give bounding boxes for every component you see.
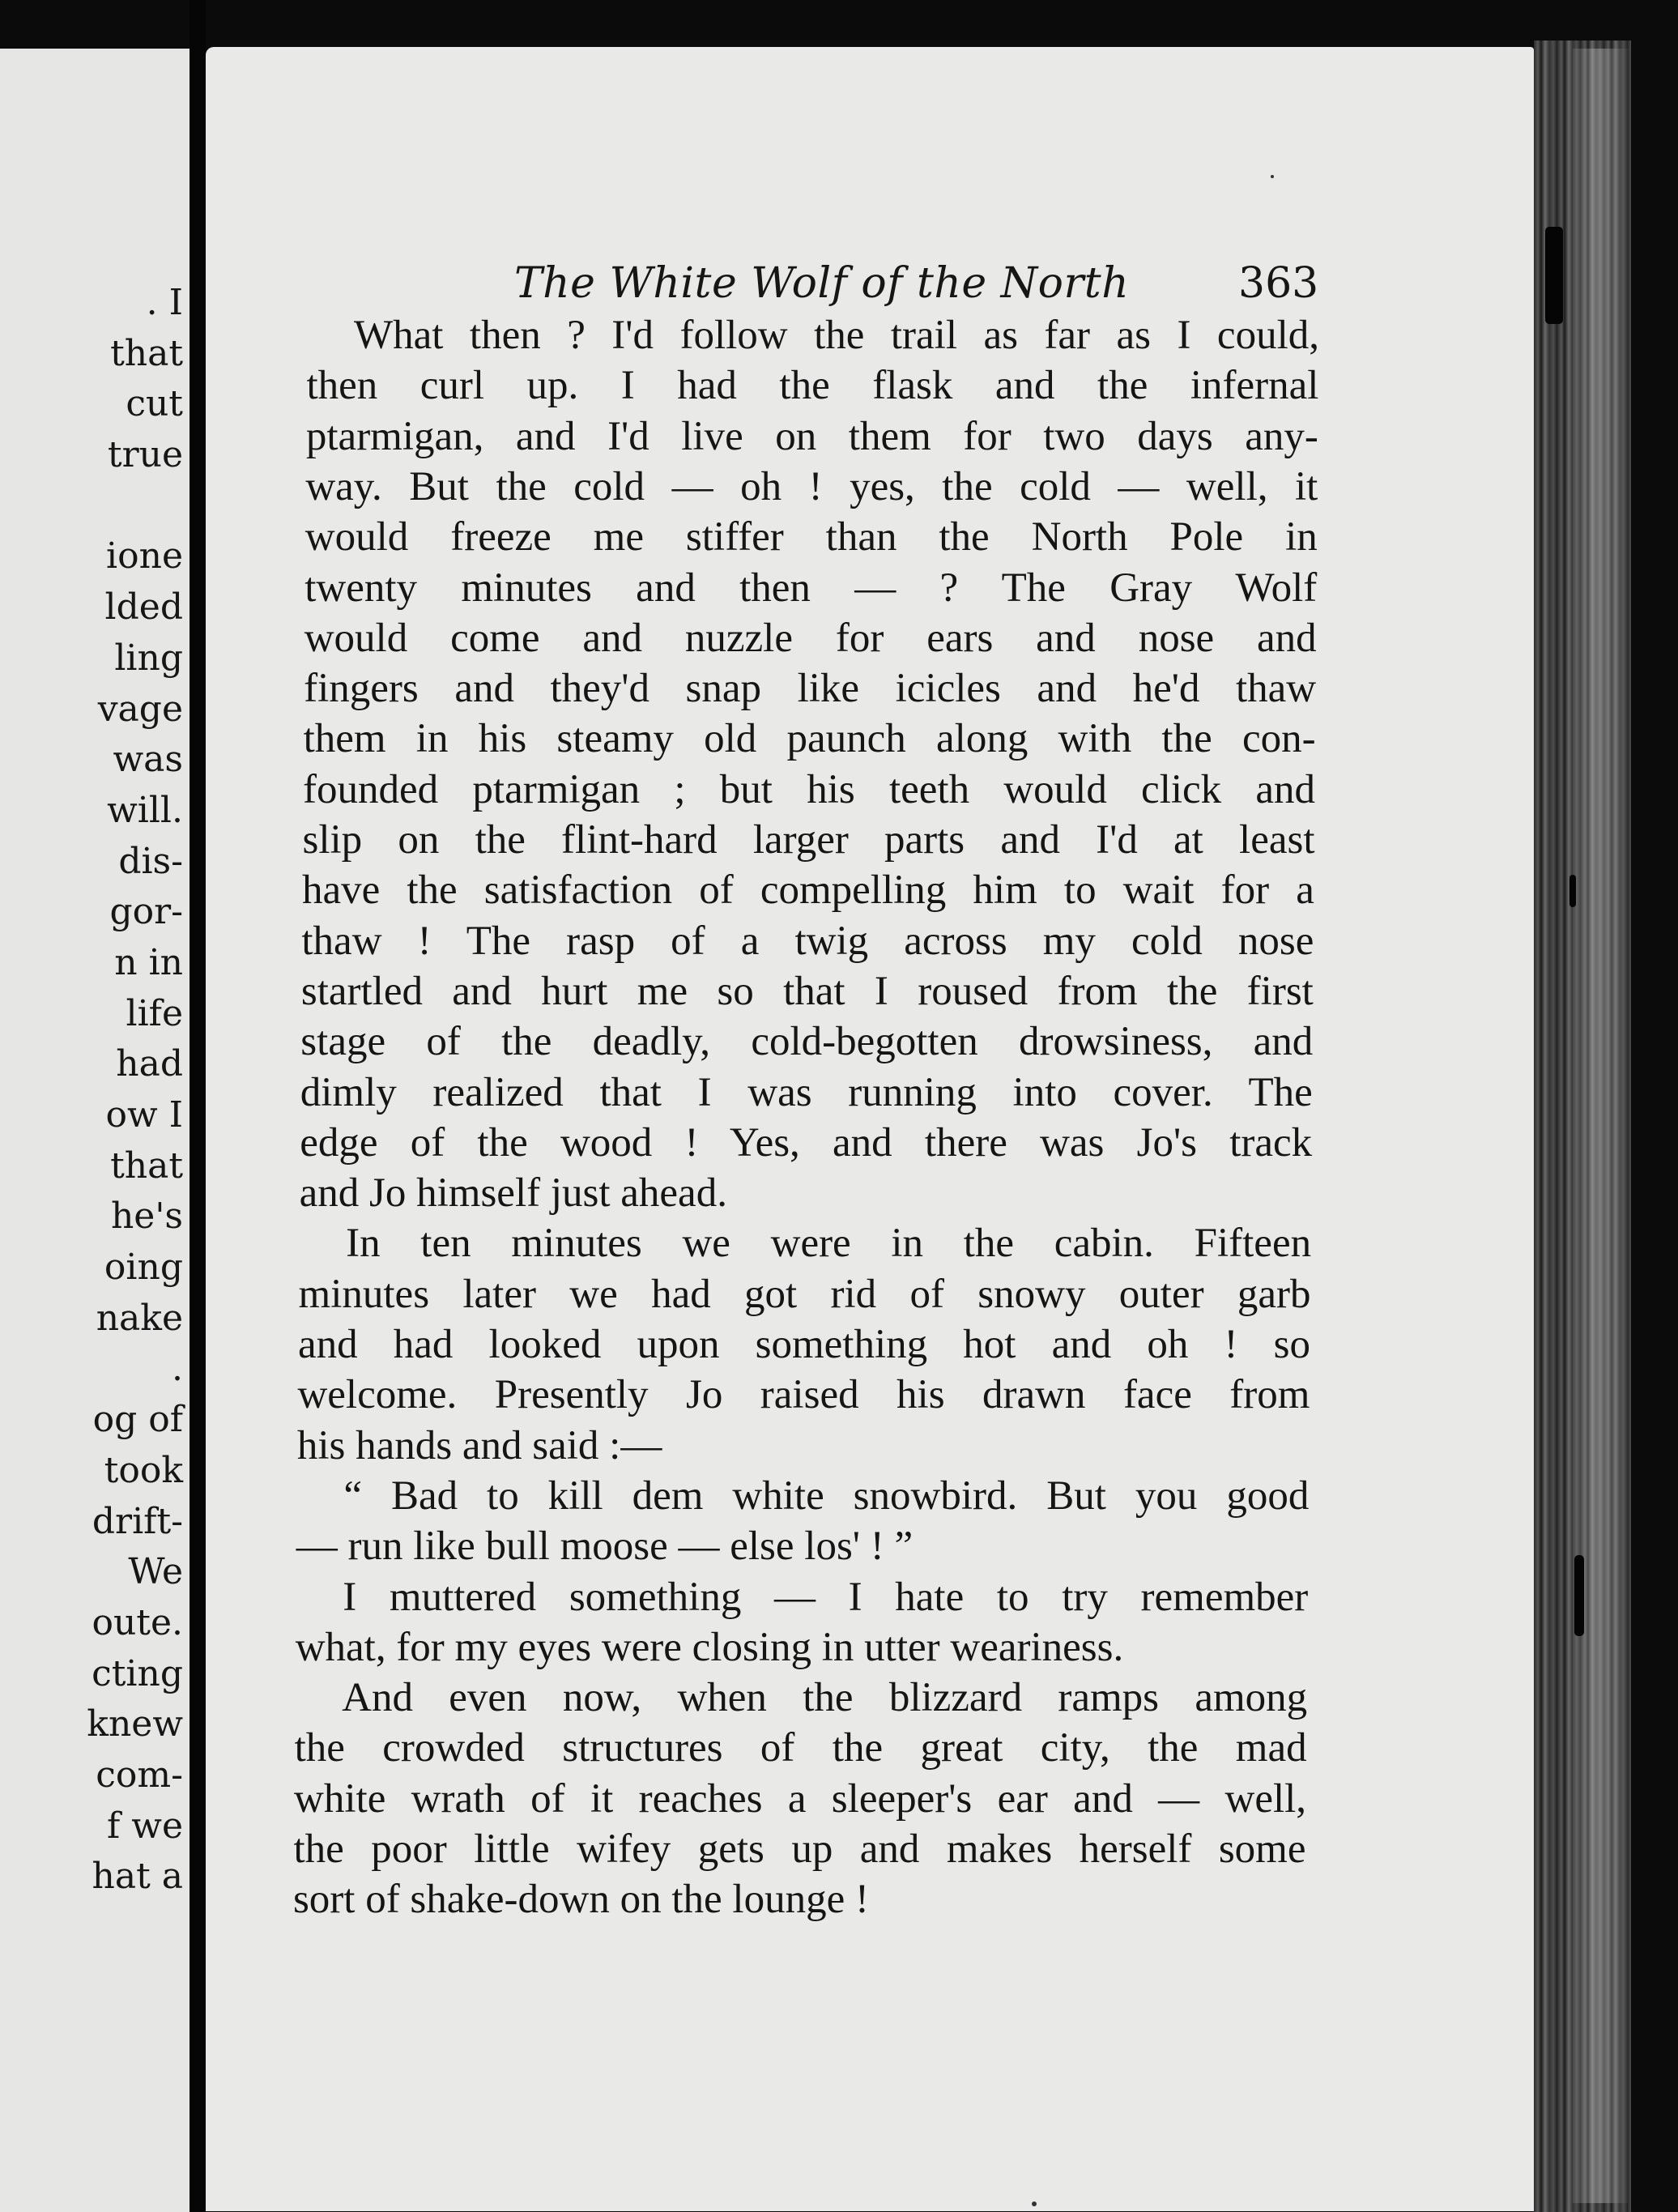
text-line: dimly realized that I was running into cover. The <box>300 1069 1313 1115</box>
book-gutter <box>190 0 206 2212</box>
previous-page-line-fragment: that <box>110 1144 183 1187</box>
text-line: white wrath of it reaches a sleeper's ear and — well, <box>294 1775 1307 1822</box>
text-line: ptarmigan, and I'd live on them for two days any- <box>305 413 1318 459</box>
previous-page-line-fragment: was <box>113 739 183 781</box>
previous-page-line-fragment: . I <box>146 282 183 323</box>
book-page <box>206 47 1534 2211</box>
edge-stain <box>1545 227 1563 324</box>
text-line: his hands and said :— <box>296 1422 662 1468</box>
previous-page-line-fragment: true <box>107 434 183 476</box>
text-line: would come and nuzzle for ears and nose and <box>304 615 1317 661</box>
text-line: In ten minutes we were in the cabin. Fifteen <box>346 1221 1312 1267</box>
previous-page-line-fragment: knew <box>87 1703 183 1745</box>
dust-speck <box>1271 175 1274 178</box>
previous-page-line-fragment: oing <box>104 1247 183 1289</box>
text-line: welcome. Presently Jo raised his drawn face from <box>297 1372 1310 1418</box>
text-line: way. But the cold — oh ! yes, the cold — well, it <box>305 463 1318 509</box>
text-line: minutes later we had got rid of snowy outer garb <box>298 1271 1311 1317</box>
previous-page-line-fragment: ione <box>106 535 183 578</box>
text-line: would freeze me stiffer than the North Pole in <box>305 514 1318 560</box>
previous-page-line-fragment: life <box>126 992 183 1034</box>
page-stack-highlight <box>1573 49 1628 2203</box>
text-line: startled and hurt me so that I roused from the first <box>300 968 1314 1014</box>
text-line: the crowded structures of the great city, the mad <box>294 1725 1307 1771</box>
previous-page-line-fragment: dis- <box>118 840 183 882</box>
page-number: 363 <box>1238 259 1319 308</box>
previous-page-line-fragment: will. <box>107 789 183 831</box>
text-line: sort of shake-down on the lounge ! <box>292 1877 869 1923</box>
text-line: stage of the deadly, cold-begotten drowsiness, and <box>300 1019 1314 1065</box>
previous-page-line-fragment: gor- <box>109 891 183 933</box>
previous-page-line-fragment: drift- <box>92 1500 183 1542</box>
text-line: and Jo himself just ahead. <box>299 1170 727 1217</box>
scan-border <box>1631 0 1678 2212</box>
previous-page-line-fragment: hat a <box>92 1856 183 1898</box>
text-line: thaw ! The rasp of a twig across my cold nose <box>301 918 1314 964</box>
previous-page-line-fragment: f we <box>107 1805 183 1847</box>
previous-page-line-fragment: com- <box>96 1754 183 1796</box>
dust-speck <box>1032 2201 1037 2206</box>
text-line: them in his steamy old paunch along with the con- <box>303 716 1316 762</box>
previous-page-line-fragment: vage <box>97 688 183 730</box>
previous-page-line-fragment: nake <box>96 1297 183 1339</box>
running-head-title: The White Wolf of the North <box>514 259 1130 308</box>
previous-page-line-fragment: cting <box>92 1652 183 1694</box>
text-line: have the satisfaction of compelling him to wait for a <box>301 867 1314 914</box>
previous-page-line-fragment: he's <box>110 1196 183 1238</box>
previous-page-fragment <box>0 49 190 2212</box>
edge-stain <box>1574 1555 1584 1636</box>
previous-page-line-fragment: that <box>110 332 183 374</box>
text-line: fingers and they'd snap like icicles and he'd thaw <box>304 666 1317 712</box>
text-line: founded ptarmigan ; but his teeth would click and <box>303 766 1316 812</box>
previous-page-line-fragment: took <box>104 1449 183 1491</box>
text-line: — run like bull moose — else los' ! ” <box>296 1524 914 1570</box>
previous-page-text <box>87 278 183 1903</box>
text-line: “ Bad to kill dem white snowbird. But you good <box>343 1473 1310 1519</box>
previous-page-line-fragment: oute. <box>92 1601 183 1643</box>
previous-page-line-fragment: n in <box>114 941 183 983</box>
previous-page-line-fragment: . <box>172 1348 183 1390</box>
text-line: and had looked upon something hot and oh ! so <box>298 1322 1310 1367</box>
previous-page-line-fragment: We <box>128 1551 183 1593</box>
text-line: then curl up. I had the flask and the infernal <box>306 363 1319 409</box>
edge-stain <box>1569 875 1576 907</box>
text-line: slip on the flint-hard larger parts and I'd at least <box>302 817 1315 863</box>
previous-page-line-fragment <box>87 481 183 532</box>
text-line: what, for my eyes were closing in utter weariness. <box>295 1624 1124 1670</box>
text-line: And even now, when the blizzard ramps among <box>342 1675 1308 1721</box>
previous-page-line-fragment: had <box>116 1043 183 1085</box>
previous-page-line-fragment: ow I <box>105 1094 183 1136</box>
text-line: twenty minutes and then — ? The Gray Wolf <box>305 565 1318 611</box>
previous-page-line-fragment: lded <box>104 586 183 629</box>
previous-page-line-fragment: ling <box>114 637 183 679</box>
previous-page-line-fragment: og of <box>92 1399 183 1441</box>
text-line: What then ? I'd follow the trail as far as I could, <box>354 313 1319 358</box>
previous-page-line-fragment: cut <box>126 383 183 425</box>
text-line: the poor little wifey gets up and makes herself some <box>293 1826 1306 1872</box>
text-line: edge of the wood ! Yes, and there was Jo's track <box>300 1119 1313 1166</box>
text-line: I muttered something — I hate to try remember <box>343 1574 1309 1620</box>
